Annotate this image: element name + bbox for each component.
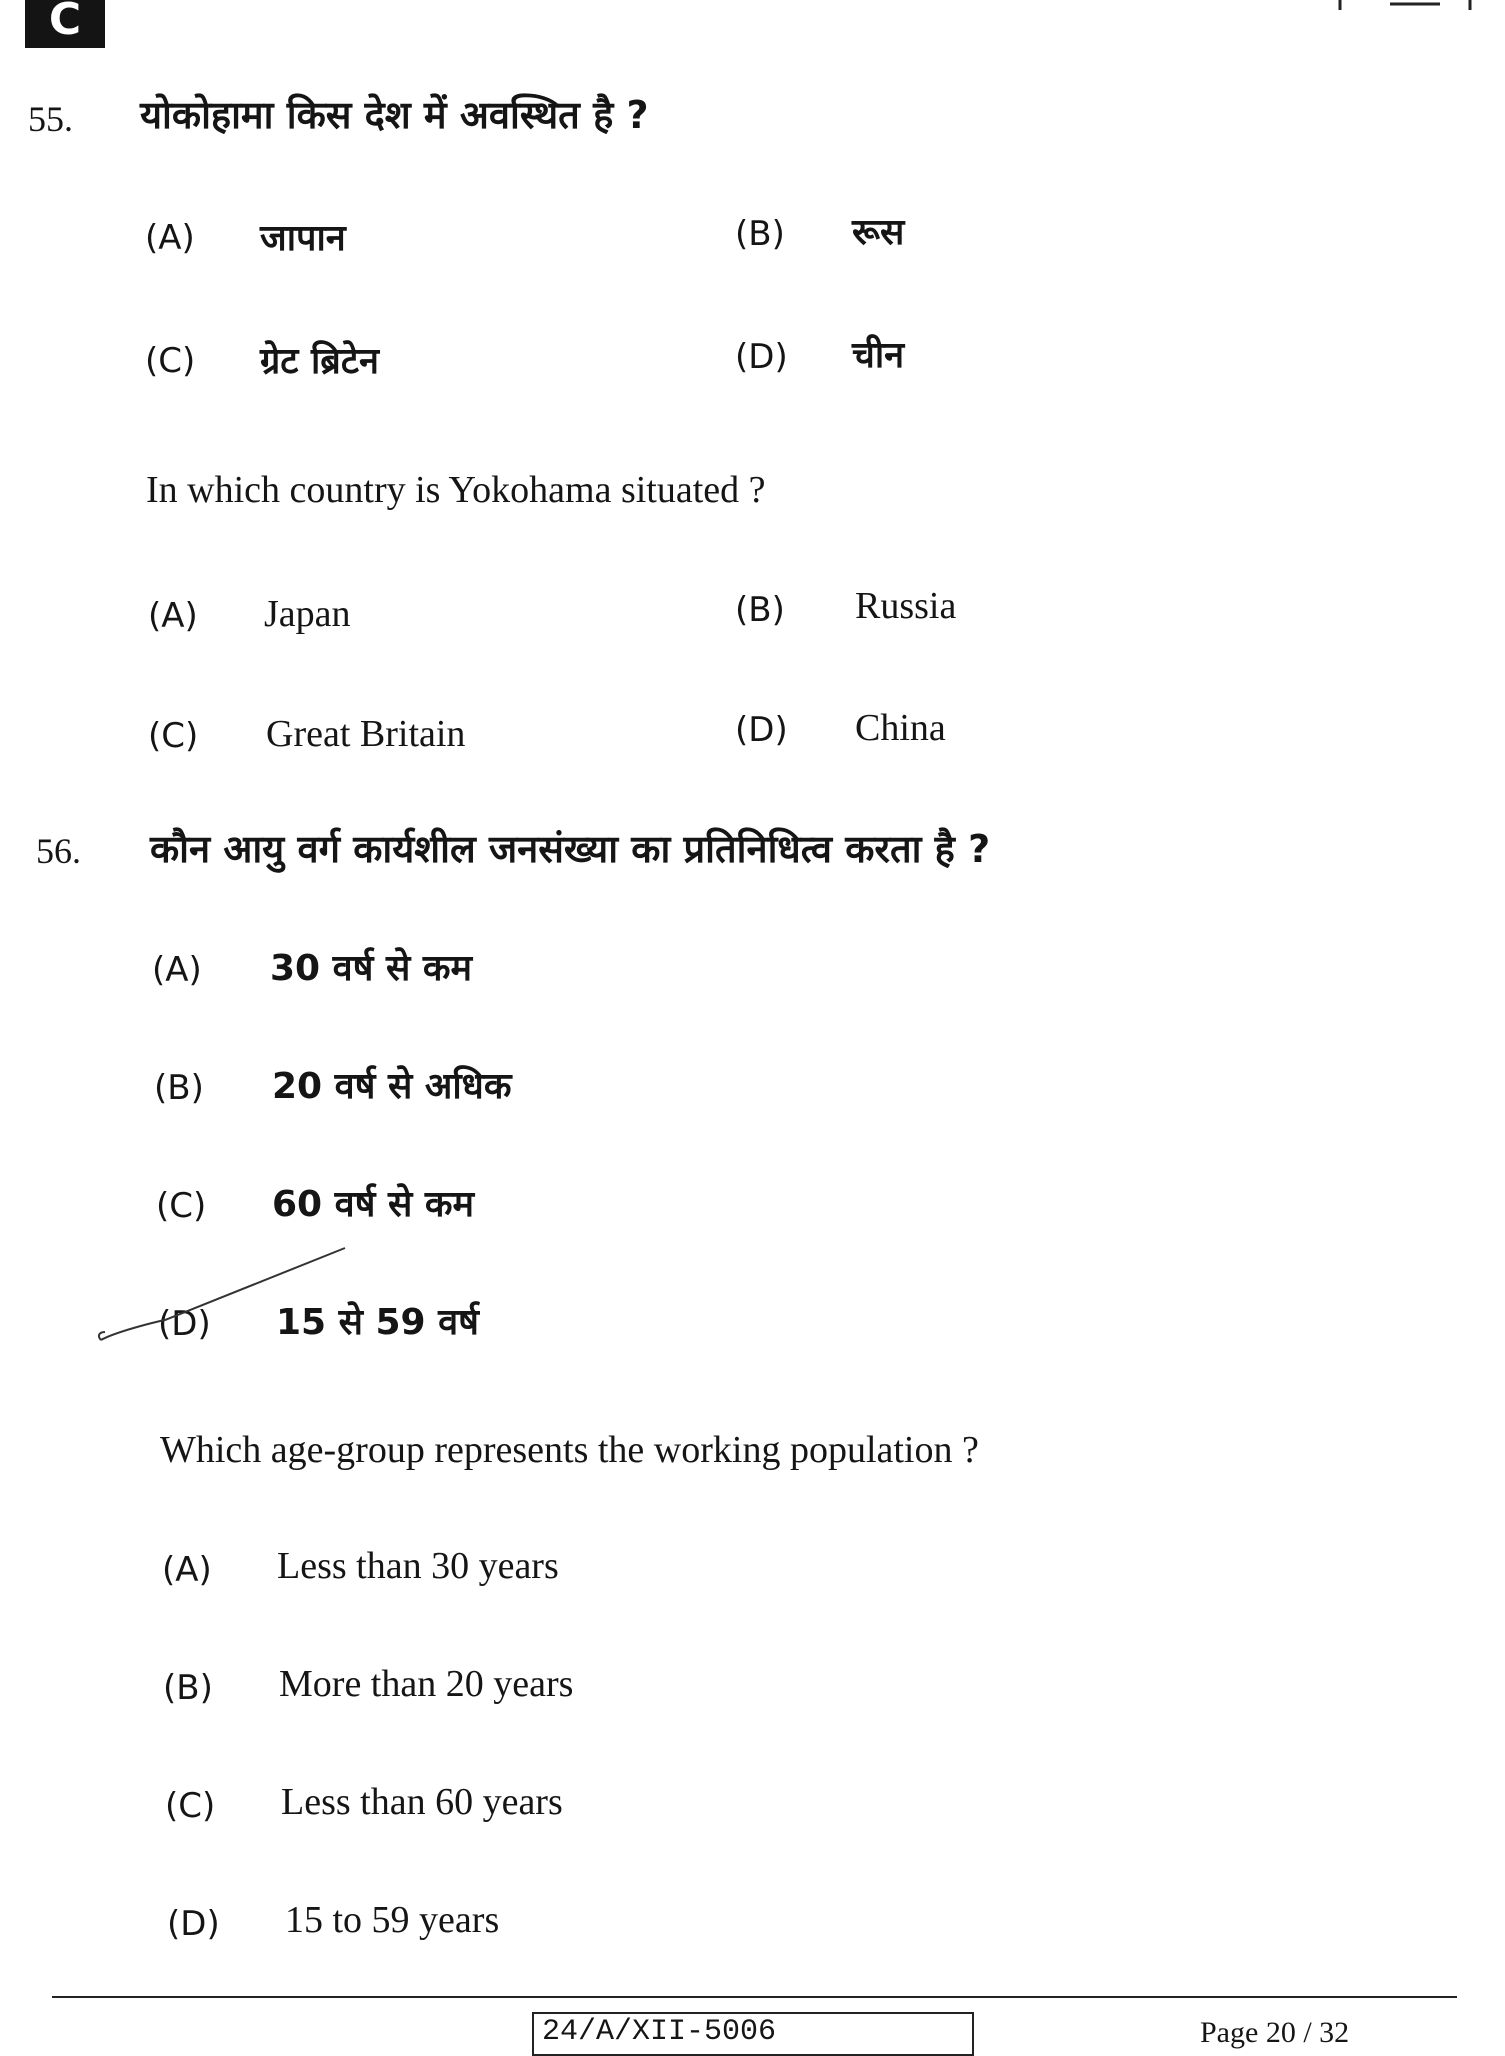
cropped-page-marker <box>1330 0 1490 12</box>
option-label: (A) <box>152 950 202 990</box>
option-text-english: China <box>855 707 946 749</box>
question-number: 56. <box>36 831 81 871</box>
option-label: (B) <box>735 590 785 630</box>
paper-code: 24/A/XII-5006 <box>532 2012 974 2056</box>
option-text-english: Russia <box>855 585 957 627</box>
question-text-english: In which country is Yokohama situated ? <box>146 469 766 511</box>
option-label: (D) <box>735 710 788 750</box>
option-text-hindi: चीन <box>852 335 905 376</box>
option-text-english: Japan <box>264 593 351 635</box>
option-text-hindi: 60 वर्ष से कम <box>272 1184 475 1225</box>
option-label: (C) <box>165 1786 216 1826</box>
option-label: (D) <box>167 1904 220 1944</box>
option-text-hindi: रूस <box>852 212 905 253</box>
option-text-hindi: जापान <box>260 218 346 259</box>
option-text-hindi: 20 वर्ष से अधिक <box>272 1066 512 1107</box>
option-text-english: More than 20 years <box>279 1663 574 1705</box>
option-text-english: 15 to 59 years <box>285 1899 500 1941</box>
option-label: (C) <box>148 716 199 756</box>
option-text-english: Less than 30 years <box>277 1545 559 1587</box>
option-label: (B) <box>154 1068 204 1108</box>
question-number: 55. <box>28 99 73 139</box>
option-label: (B) <box>163 1668 213 1708</box>
question-text-hindi: योकोहामा किस देश में अवस्थित है ? <box>140 93 649 137</box>
option-label: (B) <box>735 214 785 254</box>
set-badge: C <box>25 0 105 48</box>
option-label: (C) <box>156 1186 207 1226</box>
option-label: (D) <box>158 1304 211 1344</box>
option-text-english: Less than 60 years <box>281 1781 563 1823</box>
option-text-english: Great Britain <box>266 713 466 755</box>
footer-rule <box>52 1996 1457 1998</box>
option-text-hindi: 15 से 59 वर्ष <box>276 1302 479 1343</box>
option-label: (A) <box>145 218 195 258</box>
option-label: (A) <box>162 1550 212 1590</box>
page-number: Page 20 / 32 <box>1200 2016 1350 2049</box>
option-label: (A) <box>148 596 198 636</box>
option-label: (D) <box>735 337 788 377</box>
handwritten-tick-mark <box>95 1240 355 1350</box>
question-text-english: Which age-group represents the working population ? <box>160 1429 979 1471</box>
option-text-hindi: 30 वर्ष से कम <box>270 948 473 989</box>
option-text-hindi: ग्रेट ब्रिटेन <box>260 341 379 382</box>
option-label: (C) <box>145 341 196 381</box>
question-text-hindi: कौन आयु वर्ग कार्यशील जनसंख्या का प्रतिनिधित्व करता है ? <box>150 827 991 871</box>
